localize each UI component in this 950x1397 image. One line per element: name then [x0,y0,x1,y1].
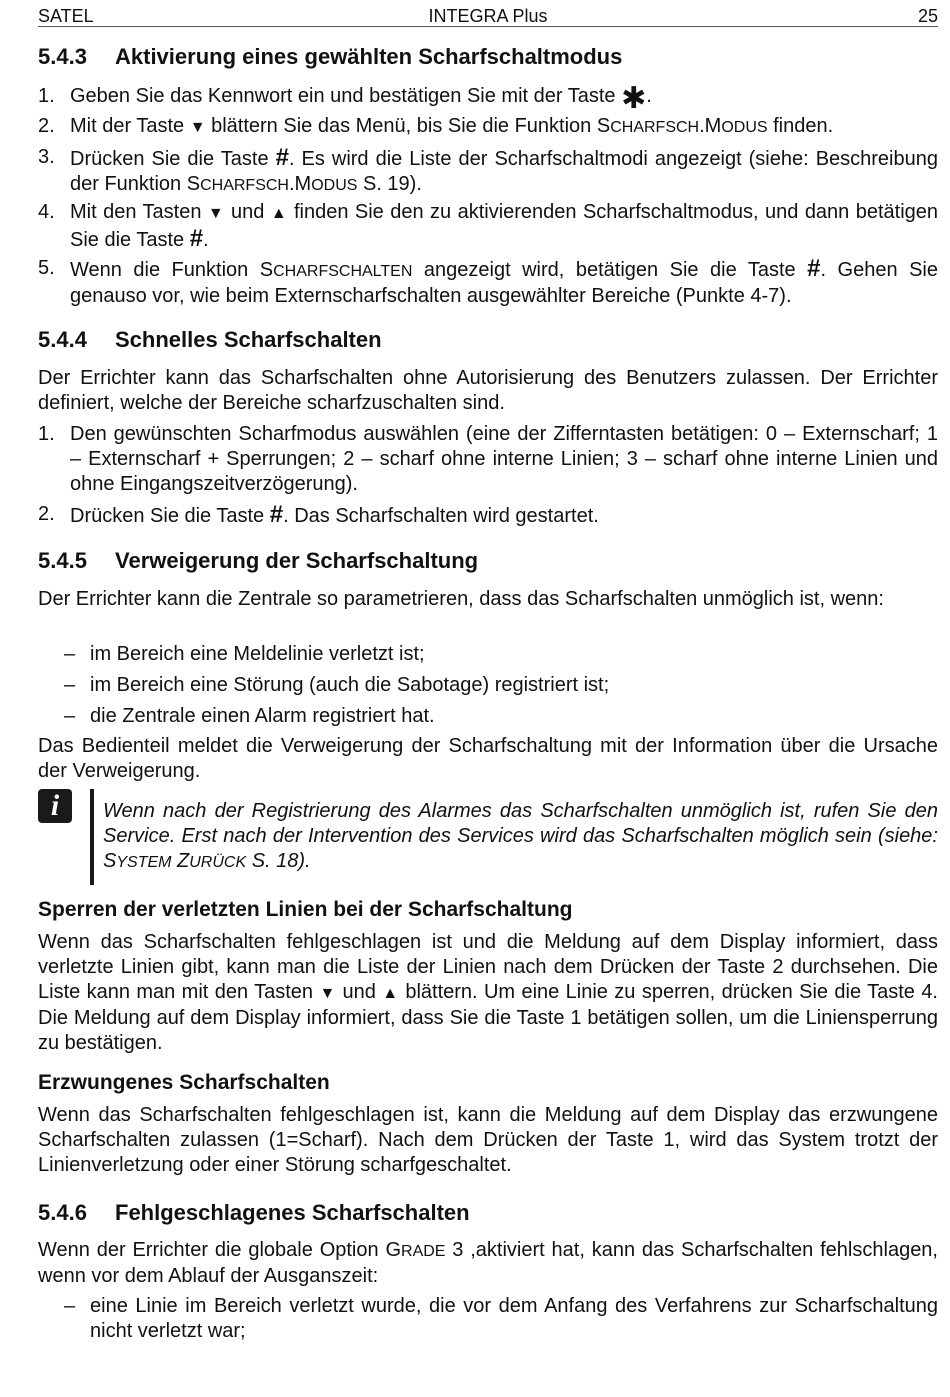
hash-key-icon: # [807,255,821,282]
list-text: eine Linie im Bereich verletzt wurde, die vor dem Anfang des Verfahrens zur Scharfschaltung nicht verletzt war; [90,1295,938,1342]
list-number: 2. [38,115,55,137]
list-number: 2. [38,503,55,525]
dash-bullet: – [64,674,76,696]
list-number: 1. [38,85,55,107]
arrow-up-icon: ▲ [382,985,399,1002]
list-number: 1. [38,423,55,445]
paragraph: Wenn der Errichter die globale Option GRADE 3 ,aktiviert hat, kann das Scharfschalten fehlschlagen, wenn vor dem Ablauf der Ausganszeit: [38,1239,938,1287]
subheading-erzwungen: Erzwungenes Scharfschalten [38,1071,330,1094]
header-title: INTEGRA Plus [428,6,548,26]
subheading-sperren: Sperren der verletzten Linien bei der Scharfschaltung [38,898,573,921]
header-brand: SATEL [38,6,94,26]
note-divider [90,789,94,885]
paragraph: Wenn das Scharfschalten fehlgeschlagen ist, kann die Meldung auf dem Display das erzwungene Scharfschalten zulassen (1=Scharf). Nach dem Drücken der Taste 1, wird das System trotzt der Linienverletzung oder einer Störung scharfgeschaltet. [38,1104,938,1176]
section-number: 5.4.4 [38,327,87,352]
list-item [38,422,938,497]
list-text: Mit der Taste ▼ blättern Sie das Menü, bis Sie die Funktion SCHARFSCH.MODUS finden. [70,115,834,137]
section-title: Aktivierung eines gewählten Scharfschaltmodus [115,44,623,69]
list-item [38,673,938,698]
arrow-down-icon: ▼ [207,205,225,222]
section-number: 5.4.5 [38,548,87,573]
list-text: Drücken Sie die Taste #. Es wird die Liste der Scharfschaltmodi angezeigt (siehe: Beschreibung der Funktion SCHARFSCH.MODUS S. 19). [70,144,938,195]
section-heading-5-4-4 [38,326,382,354]
list-text: Geben Sie das Kennwort ein und bestätigen Sie mit der Taste ✱. [70,82,652,115]
list-item [38,642,938,667]
list-item [38,502,938,529]
list-number: 5. [38,257,55,279]
list-text: Drücken Sie die Taste #. Das Scharfschalten wird gestartet. [70,501,599,528]
section-heading-5-4-3 [38,43,622,71]
list-item [38,82,938,115]
list-item [38,145,938,198]
list-text: im Bereich eine Störung (auch die Sabotage) registriert ist; [90,674,610,696]
paragraph: Der Errichter kann die Zentrale so parametrieren, dass das Scharfschalten unmöglich ist, wenn: [38,588,884,610]
star-key-icon: ✱ [621,82,647,115]
list-text: die Zentrale einen Alarm registriert hat. [90,705,435,727]
dash-bullet: – [64,643,76,665]
list-text: im Bereich eine Meldelinie verletzt ist; [90,643,425,665]
list-item [38,256,938,309]
list-number: 3. [38,146,55,168]
section-number: 5.4.6 [38,1200,87,1225]
page-number: 25 [917,6,938,26]
list-text: Mit den Tasten ▼ und ▲ finden Sie den zu aktivierenden Scharfschaltmodus, und dann betätigen Sie die Taste #. [70,201,939,252]
list-item [38,114,938,140]
arrow-down-icon: ▼ [189,119,206,136]
list-text: Wenn die Funktion SCHARFSCHALTEN angezeigt wird, betätigen Sie die Taste #. Gehen Sie genauso vor, wie beim Externscharfschalten ausgewählter Bereiche (Punkte 4-7). [70,255,938,307]
section-heading-5-4-5 [38,547,478,575]
section-title: Schnelles Scharfschalten [115,327,382,352]
section-heading-5-4-6 [38,1199,470,1227]
list-number: 4. [38,201,55,223]
dash-bullet: – [64,705,76,727]
section-title: Verweigerung der Scharfschaltung [115,548,479,573]
dash-bullet: – [64,1295,76,1317]
list-item [38,200,938,253]
arrow-down-icon: ▼ [319,985,337,1002]
hash-key-icon: # [275,144,289,171]
note-text: Wenn nach der Registrierung des Alarmes das Scharfschalten unmöglich ist, rufen Sie den Service. Erst nach der Intervention des Services wird das Scharfschalten möglich sein (siehe: SYSTEM ZURÜCK S. 18). [103,800,938,872]
paragraph: Der Errichter kann das Scharfschalten ohne Autorisierung des Benutzers zulassen. Der Errichter definiert, welche der Bereiche scharfzuschalten sind. [38,367,938,414]
paragraph: Das Bedienteil meldet die Verweigerung der Scharfschaltung mit der Information über die Ursache der Verweigerung. [38,735,938,782]
page-header [38,4,938,27]
list-text: Den gewünschten Scharfmodus auswählen (eine der Zifferntasten betätigen: 0 – Externscharf; 1 – Externscharf + Sperrungen; 2 – scharf ohne interne Linien; 3 – scharf ohne interne Linien und ohne Eingangszeitverzögerung). [70,423,938,495]
list-item [38,1294,938,1344]
section-number: 5.4.3 [38,44,87,69]
hash-key-icon: # [269,501,284,528]
list-item [38,704,938,729]
paragraph: Wenn das Scharfschalten fehlgeschlagen ist und die Meldung auf dem Display informiert, dass verletzte Linien gibt, kann man die Liste der Linien nach dem Drücken der Taste 2 durchsehen. Die Liste kann man mit den Tasten ▼ und ▲ blättern. Um eine Linie zu sperren, drücken Sie die Taste 4. Die Meldung auf dem Display informiert, dass Sie die Taste 1 betätigen sollen, um die Liniensperrung zu bestätigen. [38,931,938,1054]
arrow-up-icon: ▲ [270,205,288,222]
section-title: Fehlgeschlagenes Scharfschalten [115,1200,470,1225]
info-icon: i [38,789,72,823]
hash-key-icon: # [189,225,204,252]
